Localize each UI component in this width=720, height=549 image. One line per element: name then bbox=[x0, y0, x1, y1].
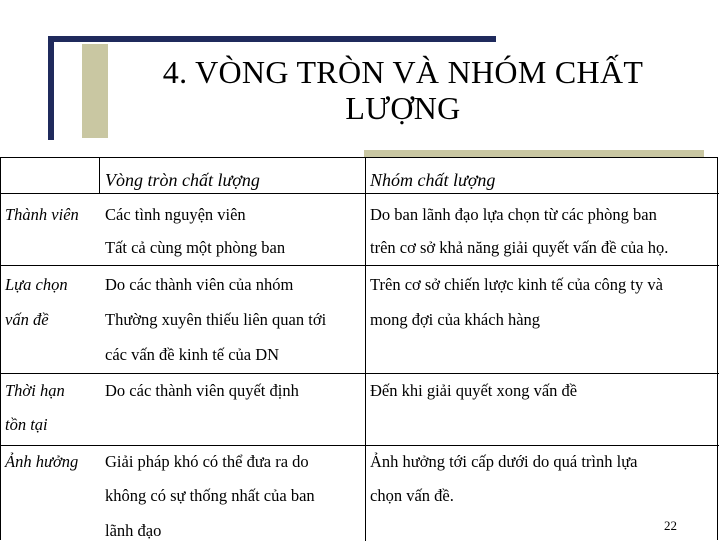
decor-bar-left bbox=[48, 36, 54, 140]
row-label: Ảnh hưởng bbox=[5, 452, 79, 471]
table-rule bbox=[365, 158, 366, 541]
group-cell: Đến khi giải quyết xong vấn đề bbox=[370, 381, 578, 400]
page-number: 22 bbox=[664, 518, 677, 533]
row-label: vấn đề bbox=[5, 310, 49, 329]
table-rule bbox=[99, 158, 100, 193]
circle-cell: Tất cả cùng một phòng ban bbox=[105, 238, 286, 257]
group-cell: mong đợi của khách hàng bbox=[370, 310, 541, 329]
group-cell: trên cơ sở khả năng giải quyết vấn đề của họ. bbox=[370, 238, 669, 257]
circle-cell: Thường xuyên thiếu liên quan tới bbox=[105, 310, 327, 329]
title-line-1: 4. VÒNG TRÒN VÀ NHÓM CHẤT bbox=[162, 54, 644, 90]
decor-bar-top bbox=[48, 36, 496, 42]
circle-cell: Do các thành viên quyết định bbox=[105, 381, 299, 400]
group-cell: Do ban lãnh đạo lựa chọn từ các phòng ban bbox=[370, 205, 657, 224]
row-label: Lựa chọn bbox=[5, 275, 68, 294]
group-cell: Ảnh hưởng tới cấp dưới do quá trình lựa bbox=[370, 452, 638, 471]
decor-bar-olive bbox=[364, 150, 704, 157]
row-label: Thành viên bbox=[5, 205, 79, 224]
decor-block-olive bbox=[82, 44, 108, 138]
circle-cell: các vấn đề kinh tế của DN bbox=[105, 345, 280, 364]
slide-title bbox=[108, 54, 698, 126]
group-cell: Trên cơ sở chiến lược kinh tế của công ty và bbox=[370, 275, 663, 294]
group-cell: chọn vấn đề. bbox=[370, 486, 454, 505]
header-group: Nhóm chất lượng bbox=[370, 170, 496, 190]
comparison-table bbox=[0, 157, 718, 540]
circle-cell: Các tình nguyện viên bbox=[105, 205, 246, 224]
circle-cell: không có sự thống nhất của ban bbox=[105, 486, 315, 505]
title-line-2: LƯỢNG bbox=[345, 90, 461, 126]
header-circle: Vòng tròn chất lượng bbox=[105, 170, 260, 190]
circle-cell: lãnh đạo bbox=[105, 521, 162, 540]
circle-cell: Giải pháp khó có thể đưa ra do bbox=[105, 452, 309, 471]
circle-cell: Do các thành viên của nhóm bbox=[105, 275, 294, 294]
row-label: Thời hạn bbox=[5, 381, 65, 400]
row-label: tồn tại bbox=[5, 415, 48, 434]
